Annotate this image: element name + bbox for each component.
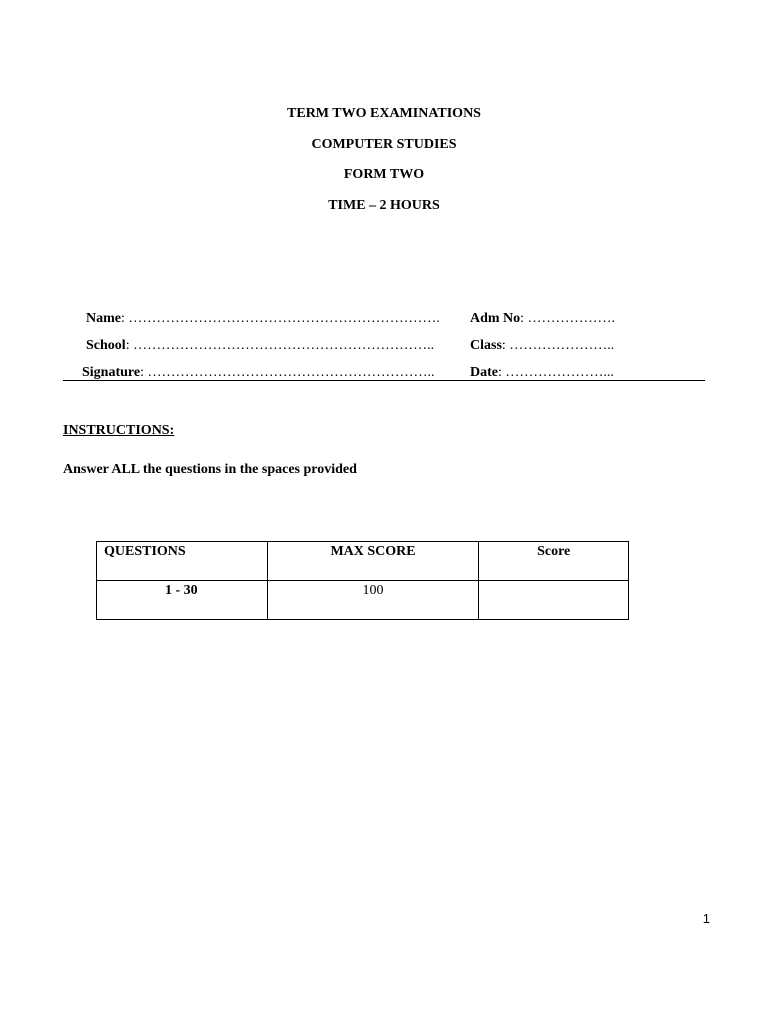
school-field — [86, 337, 434, 355]
name-field — [86, 310, 440, 328]
adm-no-field — [470, 310, 615, 328]
form-level: FORM TWO — [343, 167, 425, 182]
header-max-score-text: MAX SCORE — [330, 544, 416, 559]
header-cell-questions — [97, 542, 268, 581]
name-label: Name — [86, 311, 121, 326]
date-blank: : …………………... — [498, 365, 614, 380]
header-score-text: Score — [537, 544, 571, 559]
max-score-value-text: 100 — [362, 583, 384, 598]
school-label: School — [86, 338, 126, 353]
class-field — [470, 337, 614, 355]
cell-question-range — [97, 581, 268, 620]
table-row — [97, 581, 629, 620]
signature-label: Signature — [82, 365, 141, 380]
date-label: Date — [470, 365, 498, 380]
header-cell-max-score — [267, 542, 479, 581]
header-cell-score — [479, 542, 629, 581]
class-blank: : ………………….. — [501, 338, 615, 353]
score-table — [96, 541, 629, 620]
class-label: Class — [470, 338, 502, 353]
cell-score-value — [479, 581, 629, 620]
question-range-text: 1 - 30 — [165, 583, 198, 598]
exam-title: TERM TWO EXAMINATIONS — [287, 106, 481, 121]
cell-max-score-value — [267, 581, 479, 620]
instructions-text: Answer ALL the questions in the spaces provided — [63, 462, 357, 477]
name-blank: : …………………………………………………………. — [121, 311, 440, 326]
school-blank: : ……………………………………………………….. — [125, 338, 435, 353]
adm-no-blank: : ………………. — [520, 311, 616, 326]
table-header-row — [97, 542, 629, 581]
header-questions-text: QUESTIONS — [104, 544, 186, 559]
adm-no-label: Adm No — [470, 311, 521, 326]
instructions-heading: INSTRUCTIONS: — [63, 423, 175, 438]
page-number: 1 — [702, 911, 710, 926]
subject-title: COMPUTER STUDIES — [311, 137, 457, 152]
signature-blank: : …………………………………………………….. — [140, 365, 435, 380]
score-value-text — [479, 581, 628, 582]
exam-duration: TIME – 2 HOURS — [328, 198, 440, 213]
divider-line — [63, 380, 705, 381]
